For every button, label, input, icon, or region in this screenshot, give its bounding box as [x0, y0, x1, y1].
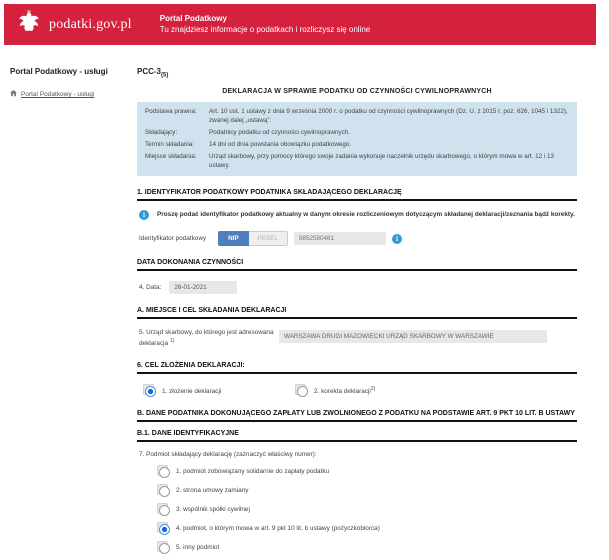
form-code-version: (5) [161, 72, 169, 79]
radio-label: 5. inny podmiot [176, 543, 220, 551]
radio-label: 4. podmiot, o którym mowa w art. 9 pkt 10 lit. b ustawy (pożyczkobiorca) [176, 524, 380, 532]
radio-label: 1. podmiot zobowiązany solidarnie do zapłaty podatku [176, 467, 330, 475]
legal-row [145, 128, 569, 137]
sidebar-title: Portal Podatkowy - usługi [10, 67, 108, 76]
tax-office-row [139, 328, 577, 348]
form-main [133, 45, 609, 560]
section-b-header: B. DANE PODATNIKA DOKONUJĄCEGO ZAPŁATY LUB ZWOLNIONEGO Z PODATKU NA PODSTAWIE ART. 9 PKT 10 LIT. B USTAWY [137, 410, 577, 422]
section-a-header: A. MIEJSCE I CEL SKŁADANIA DEKLARACJI [137, 307, 577, 319]
radio-button[interactable] [157, 465, 170, 478]
legal-value: Podatnicy podatku od czynności cywilnoprawnych. [209, 128, 351, 136]
radio-label: 1. złożenie deklaracji [162, 387, 222, 395]
radio-label: 3. wspólnik spółki cywilnej [176, 505, 250, 513]
nip-toggle-button[interactable]: NIP [218, 231, 249, 246]
notice-text: Proszę podać identyfikator podatkowy aktualny w danym okresie rozliczeniowym dotyczącym składanej deklaracji/zeznania bądź korekty. [157, 211, 575, 219]
section-1-header: 1. IDENTYFIKATOR PODATKOWY PODATNIKA SKŁADAJĄCEGO DEKLARACJĘ [137, 189, 577, 201]
form-code: PCC-$3_{(5)}$ [137, 67, 169, 79]
radio-option-4[interactable] [157, 522, 577, 535]
legal-label: Miejsce składania: [145, 153, 197, 161]
sidebar-home-link[interactable] [10, 90, 127, 99]
radio-button[interactable] [295, 384, 308, 397]
radio-option-2[interactable] [157, 484, 577, 497]
section-date-header: DATA DOKONANIA CZYNNOŚCI [137, 259, 577, 271]
section-6-header: 6. CEL ZŁOŻENIA DEKLARACJI: [137, 362, 577, 374]
sidebar-home-link-label: Portal Podatkowy - usługi [21, 91, 95, 98]
legal-row [145, 140, 569, 149]
legal-row [145, 152, 569, 170]
date-row [139, 281, 577, 294]
subject-radio-group [157, 465, 577, 554]
legal-row [145, 107, 569, 125]
brand-logo[interactable] [18, 9, 132, 41]
tax-office-input[interactable] [279, 330, 547, 343]
identifier-row [139, 231, 577, 246]
legal-value: Art. 10 ust. 1 ustawy z dnia 9 września 2000 r. o podatku od czynności cywilnoprawnych (Dz. U. z 2015 r. poz. 626, 1045 i 1322), zwanej dalej „ustawą”. [209, 107, 568, 124]
polish-eagle-icon [18, 9, 40, 41]
info-icon[interactable]: i [139, 210, 149, 220]
subject-question: 7. Podmiot składający deklarację (zaznaczyć właściwy numer): [139, 450, 317, 458]
header-banner [4, 4, 596, 45]
radio-label: 2. korekta deklaracji$^{2)}$ [314, 385, 376, 395]
radio-button[interactable] [157, 484, 170, 497]
purpose-radio-group [143, 384, 577, 397]
date-label: 4. Data: [139, 284, 162, 292]
legal-label: Podstawa prawna: [145, 107, 197, 115]
notice-row [139, 210, 577, 220]
home-icon [10, 90, 17, 99]
footnote-ref: 1) [169, 337, 175, 344]
tax-office-label: 5. Urząd skarbowy, do którego jest adresowana deklaracja $^{1)}$ [139, 329, 274, 348]
identifier-label: Identyfikator podatkowy [139, 235, 207, 243]
pesel-toggle-button[interactable]: PESEL [249, 231, 288, 246]
legal-label: Składający: [145, 128, 178, 136]
portal-subtitle: Tu znajdziesz informacje o podatkach i rozliczysz się online [159, 24, 371, 34]
radio-button[interactable] [157, 522, 170, 535]
id-type-toggle [218, 231, 288, 246]
radio-option-1[interactable] [157, 465, 577, 478]
portal-title: Portal Podatkowy [159, 13, 227, 23]
sidebar [0, 45, 133, 560]
radio-option-5[interactable] [157, 541, 577, 554]
legal-value: 14 dni od dnia powstania obowiązku podatkowego. [209, 140, 352, 148]
portal-title-block [160, 14, 370, 36]
form-title: DEKLARACJA W SPRAWIE PODATKU OD CZYNNOŚCI CYWILNOPRAWNYCH [222, 87, 492, 95]
radio-button[interactable] [143, 384, 156, 397]
radio-option-3[interactable] [157, 503, 577, 516]
brand-text: podatki.gov.pl [49, 16, 132, 32]
footnote-ref: 2) [370, 385, 376, 392]
radio-option-korekta[interactable] [295, 384, 375, 397]
section-b1-header: B.1. DANE IDENTYFIKACYJNE [137, 430, 577, 442]
radio-option-zlozenie[interactable] [143, 384, 295, 397]
legal-label: Termin składania: [145, 140, 194, 148]
nip-input[interactable] [294, 232, 386, 245]
radio-label: 2. strona umowy zamiany [176, 486, 249, 494]
radio-button[interactable] [157, 503, 170, 516]
date-input[interactable] [169, 281, 237, 294]
legal-info-table [137, 102, 577, 177]
info-icon[interactable]: i [392, 234, 402, 244]
radio-button[interactable] [157, 541, 170, 554]
legal-value: Urząd skarbowy, przy pomocy którego swoje zadania wykonuje naczelnik urzędu skarbowego, o którym mowa w art. 12 i 13 ustawy. [209, 153, 554, 170]
